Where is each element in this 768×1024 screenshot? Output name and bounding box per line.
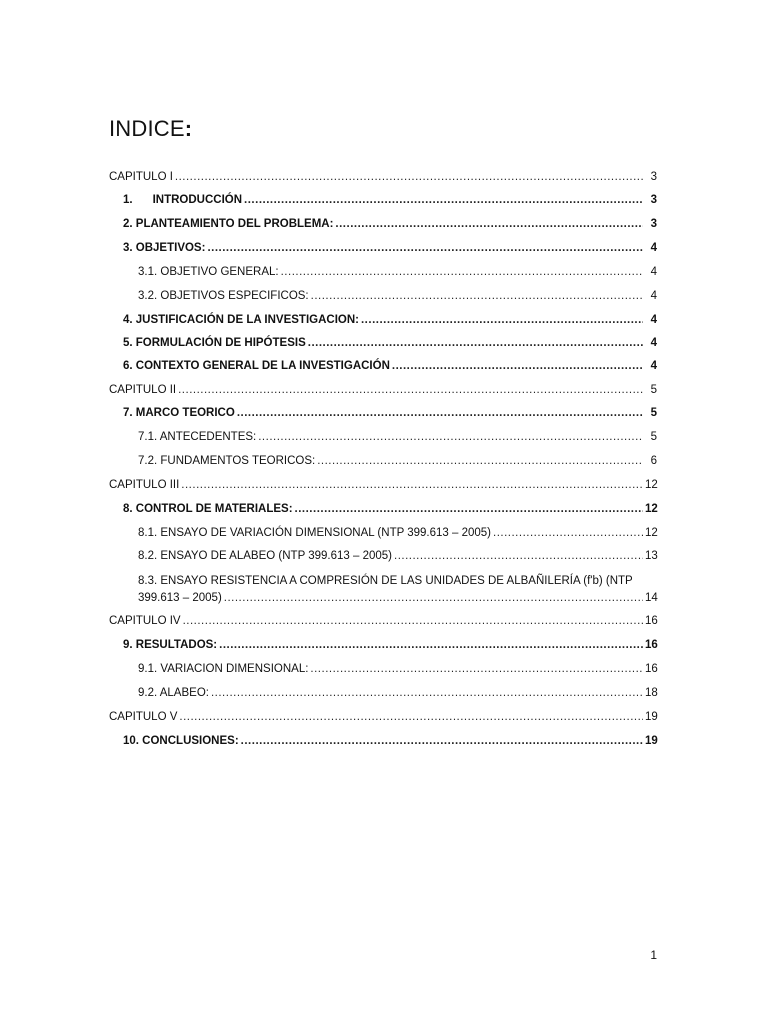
toc-entry-objetivos-especificos[interactable]: 3.2. OBJETIVOS ESPECIFICOS: ..... 4 xyxy=(138,288,657,305)
toc-entry-hipotesis[interactable]: 5. FORMULACIÓN DE HIPÓTESIS ..... 4 xyxy=(123,335,657,352)
toc-entry-variacion-dimensional-ensayo[interactable]: 8.1. ENSAYO DE VARIACIÓN DIMENSIONAL (NTP 399.613 – 2005) ..... 12 xyxy=(138,525,657,542)
toc-entry-planteamiento[interactable]: 2. PLANTEAMIENTO DEL PROBLEMA: ..... 3 xyxy=(123,216,657,233)
toc-entry-introduccion[interactable]: 1. INTRODUCCIÓN ..... 3 xyxy=(123,192,657,209)
toc-entry-resultados[interactable]: 9. RESULTADOS: ..... 16 xyxy=(123,637,657,654)
toc-entry-capitulo-1[interactable]: CAPITULO I ..... 3 xyxy=(109,169,657,186)
toc-entry-contexto[interactable]: 6. CONTEXTO GENERAL DE LA INVESTIGACIÓN ..... 4 xyxy=(123,358,657,375)
toc-entry-variacion-dimensional[interactable]: 9.1. VARIACION DIMENSIONAL: ..... 16 xyxy=(138,661,657,678)
toc-entry-resistencia-compresion[interactable]: 8.3. ENSAYO RESISTENCIA A COMPRESIÓN DE LAS UNIDADES DE ALBAÑILERÍA (f'b) (NTP 399.613 – 2005) ..... 14 xyxy=(138,573,657,607)
toc-entry-objetivo-general[interactable]: 3.1. OBJETIVO GENERAL: ..... 4 xyxy=(138,264,657,281)
toc-entry-justificacion[interactable]: 4. JUSTIFICACIÓN DE LA INVESTIGACION: ..... 4 xyxy=(123,312,657,329)
toc-entry-control-materiales[interactable]: 8. CONTROL DE MATERIALES: ..... 12 xyxy=(123,501,657,518)
page-title: INDICE: xyxy=(109,116,193,141)
page-number: 1 xyxy=(650,948,657,962)
toc-entry-antecedentes[interactable]: 7.1. ANTECEDENTES: ..... 5 xyxy=(138,429,657,446)
toc-entry-capitulo-4[interactable]: CAPITULO IV ..... 16 xyxy=(109,613,657,630)
toc-entry-capitulo-5[interactable]: CAPITULO V ..... 19 xyxy=(109,709,657,726)
toc-entry-capitulo-2[interactable]: CAPITULO II ..... 5 xyxy=(109,382,657,399)
toc-entry-conclusiones[interactable]: 10. CONCLUSIONES: ..... 19 xyxy=(123,733,657,750)
toc-entry-capitulo-3[interactable]: CAPITULO III ..... 12 xyxy=(109,477,657,494)
toc-entry-alabeo-ensayo[interactable]: 8.2. ENSAYO DE ALABEO (NTP 399.613 – 2005) ..... 13 xyxy=(138,548,657,565)
toc-entry-marco-teorico[interactable]: 7. MARCO TEORICO ..... 5 xyxy=(123,405,657,422)
toc-entry-objetivos[interactable]: 3. OBJETIVOS: ..... 4 xyxy=(123,240,657,257)
toc-entry-alabeo[interactable]: 9.2. ALABEO: ..... 18 xyxy=(138,685,657,702)
toc-entry-fundamentos[interactable]: 7.2. FUNDAMENTOS TEORICOS: ..... 6 xyxy=(138,453,657,470)
